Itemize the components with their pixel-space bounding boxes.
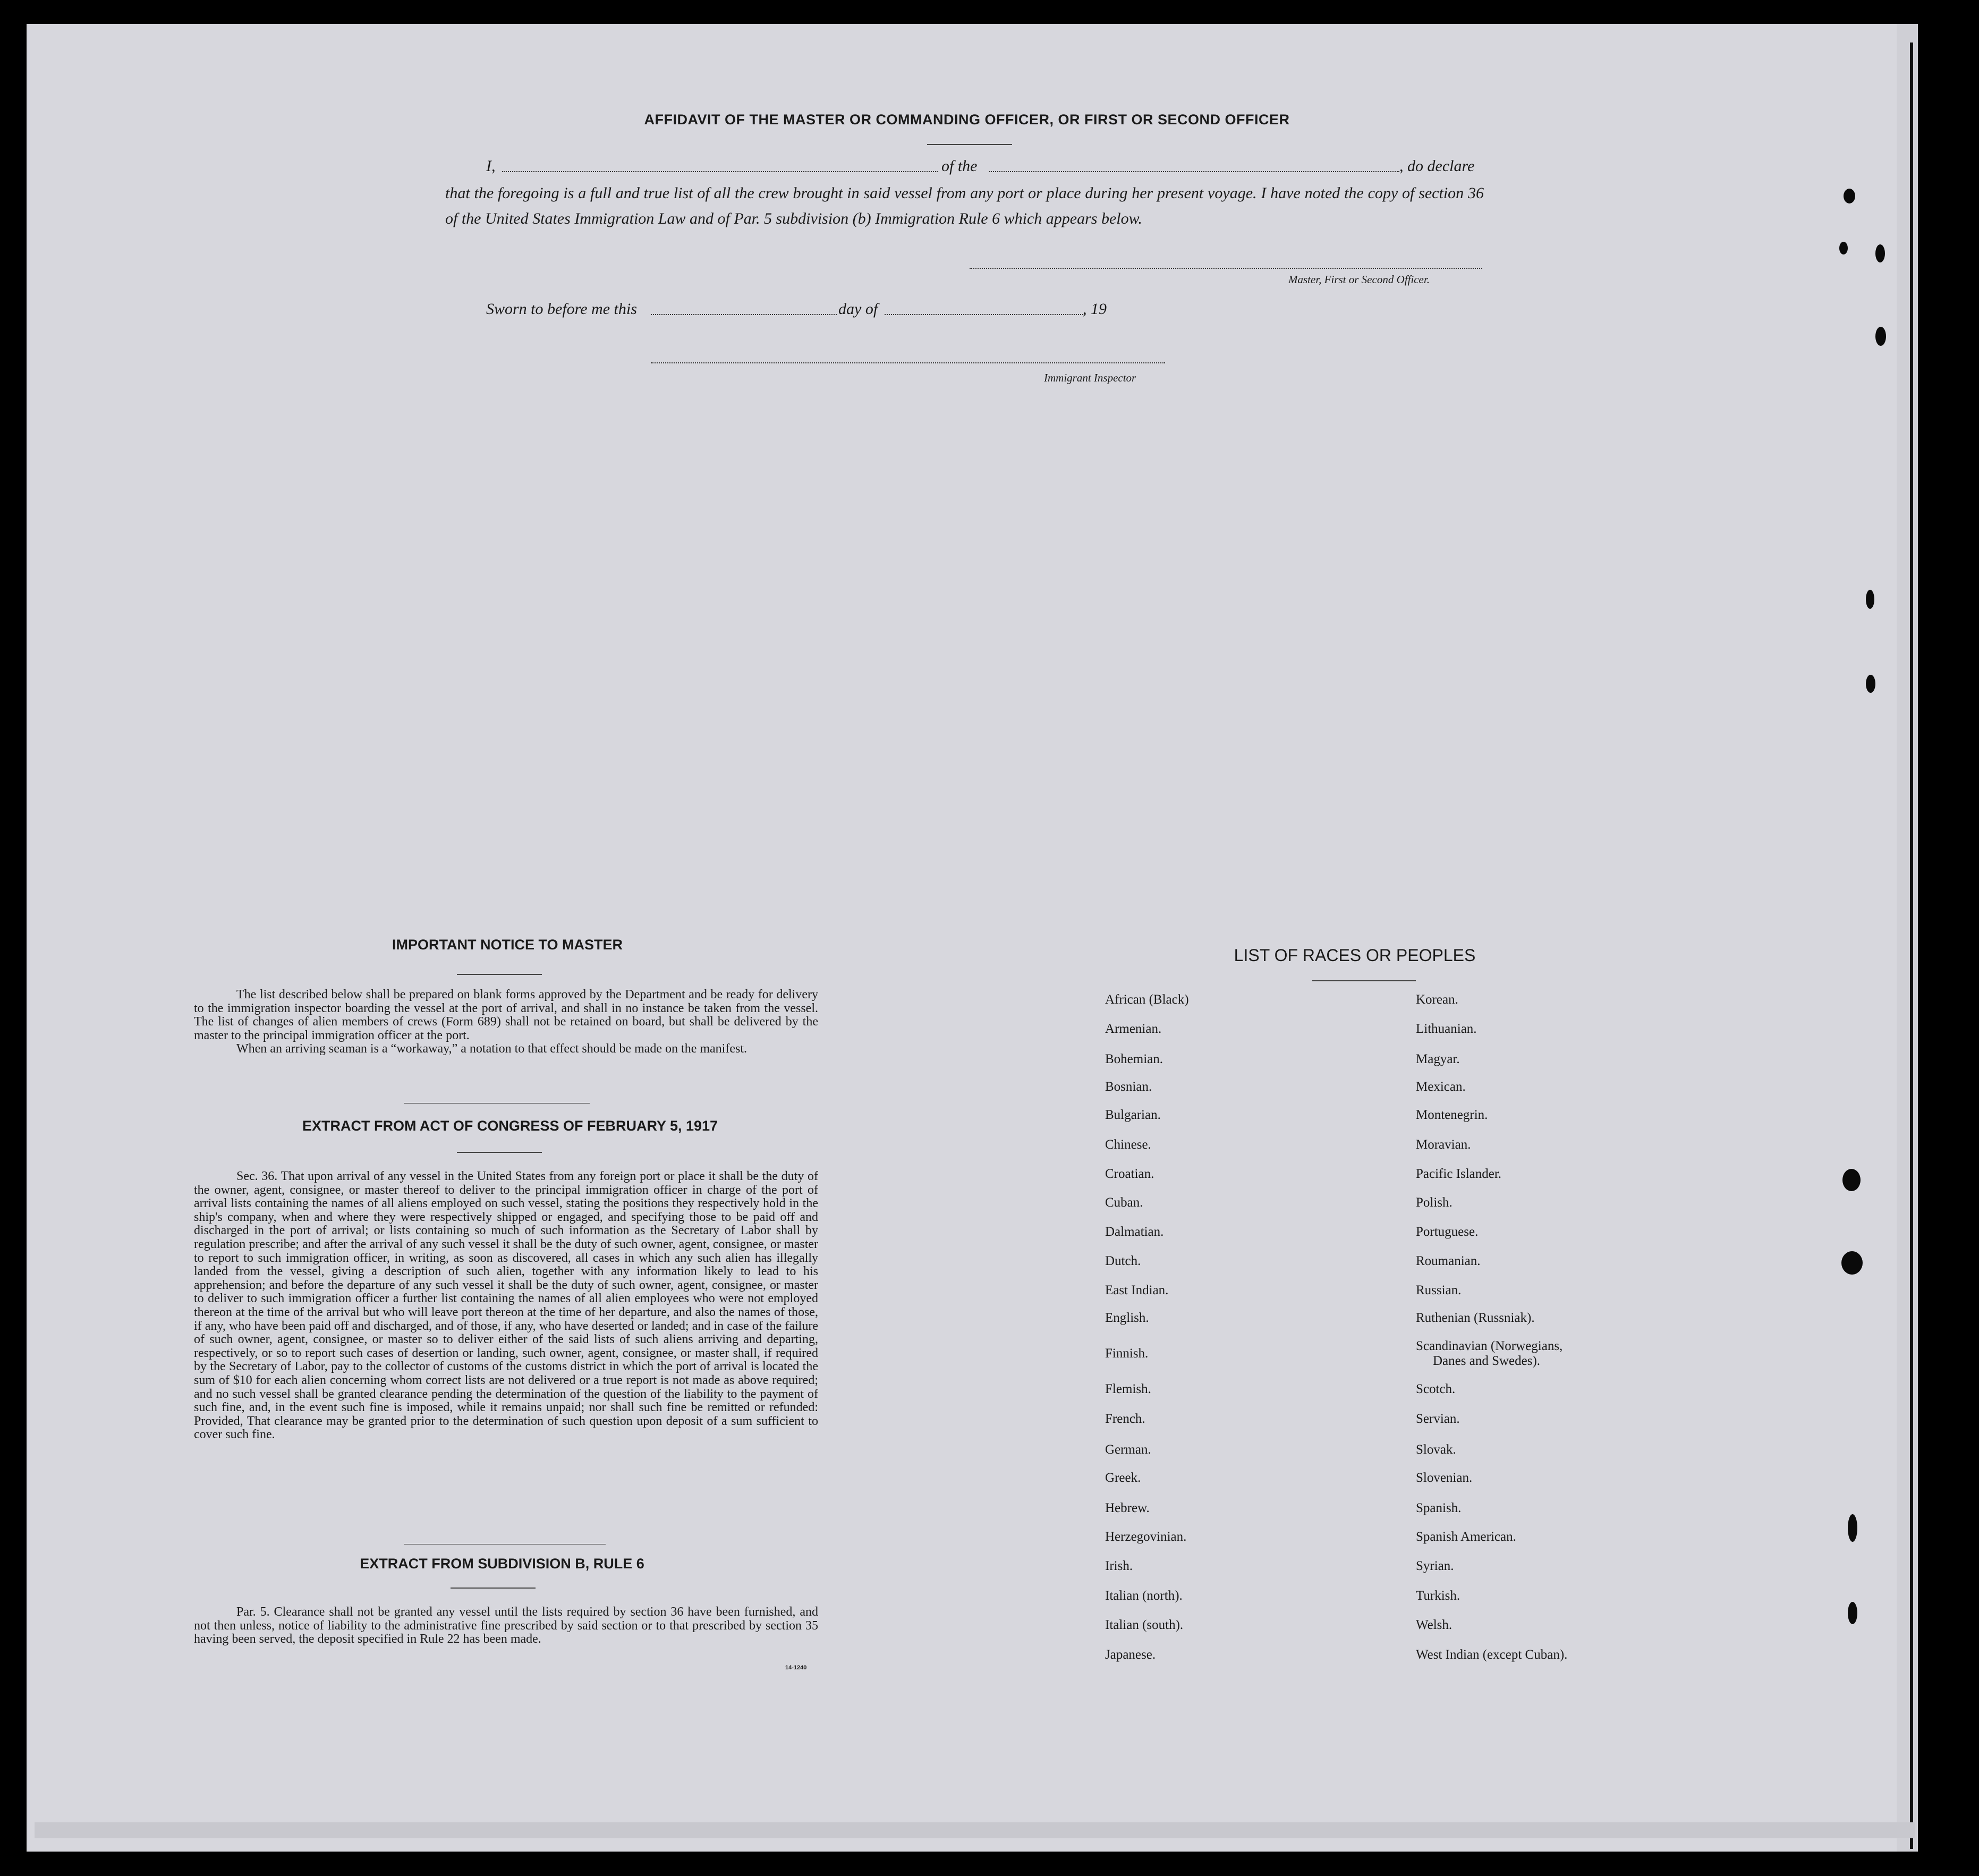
race-entry: East Indian. bbox=[1105, 1283, 1169, 1297]
race-entry: Cuban. bbox=[1105, 1195, 1143, 1210]
race-entry: West Indian (except Cuban). bbox=[1416, 1648, 1568, 1662]
race-entry: Ruthenian (Russniak). bbox=[1416, 1311, 1535, 1325]
race-entry: Dutch. bbox=[1105, 1254, 1141, 1268]
form-code: 14-1240 bbox=[785, 1665, 807, 1671]
race-entry: Herzegovinian. bbox=[1105, 1530, 1187, 1544]
affidavit-statement: that the foregoing is a full and true list of all the crew brought in said vessel from any port or place during her present voyage. I have noted the copy of section 36 of the United States Immigration Law and of Par. 5 subdivision (b) Immigration Rule 6 which appears below. bbox=[445, 184, 1484, 227]
race-entry: Japanese. bbox=[1105, 1648, 1156, 1662]
race-entry: Croatian. bbox=[1105, 1167, 1154, 1181]
race-entry: Lithuanian. bbox=[1416, 1022, 1477, 1036]
race-entry: Hebrew. bbox=[1105, 1501, 1150, 1515]
binder-hole bbox=[1841, 1251, 1863, 1275]
sworn-day-field[interactable] bbox=[651, 305, 837, 315]
race-entry: French. bbox=[1105, 1412, 1145, 1426]
act-extract-body bbox=[194, 1170, 818, 1442]
race-entry: Armenian. bbox=[1105, 1022, 1162, 1036]
race-entry: Mexican. bbox=[1416, 1080, 1466, 1094]
divider bbox=[457, 974, 542, 975]
race-entry: Pacific Islander. bbox=[1416, 1167, 1502, 1181]
declare-label: , do declare bbox=[1399, 157, 1475, 175]
master-signature-label: Master, First or Second Officer. bbox=[1288, 273, 1430, 286]
race-entry: Slovak. bbox=[1416, 1442, 1456, 1457]
binder-hole bbox=[1866, 675, 1875, 693]
vessel-name-field[interactable] bbox=[989, 162, 1399, 172]
race-entry: Moravian. bbox=[1416, 1138, 1471, 1152]
notice-body bbox=[194, 988, 818, 1056]
day-of-label: day of bbox=[838, 300, 878, 318]
race-entry: Syrian. bbox=[1416, 1559, 1454, 1573]
race-entry-continuation: Danes and Swedes). bbox=[1433, 1354, 1541, 1368]
race-entry: Russian. bbox=[1416, 1283, 1462, 1297]
race-entry: Finnish. bbox=[1105, 1346, 1149, 1361]
race-entry: Scandinavian (Norwegians, bbox=[1416, 1339, 1563, 1353]
race-entry: African (Black) bbox=[1105, 992, 1189, 1007]
binder-hole bbox=[1842, 1169, 1861, 1191]
binder-hole bbox=[1839, 242, 1848, 254]
rule-extract-body bbox=[194, 1606, 818, 1646]
race-entry: Bosnian. bbox=[1105, 1080, 1152, 1094]
race-entry: Bohemian. bbox=[1105, 1052, 1163, 1066]
race-entry: Montenegrin. bbox=[1416, 1108, 1488, 1122]
binder-hole bbox=[1875, 327, 1886, 346]
divider bbox=[451, 1588, 536, 1589]
races-title: LIST OF RACES OR PEOPLES bbox=[1234, 946, 1476, 965]
divider bbox=[457, 1152, 542, 1153]
rule-extract-title: EXTRACT FROM SUBDIVISION B, RULE 6 bbox=[360, 1556, 644, 1572]
race-entry: Korean. bbox=[1416, 992, 1458, 1007]
act-extract-title: EXTRACT FROM ACT OF CONGRESS OF FEBRUARY 5, 1917 bbox=[302, 1118, 718, 1134]
sworn-label: Sworn to before me this bbox=[486, 300, 637, 318]
binder-hole bbox=[1848, 1602, 1857, 1624]
race-entry: English. bbox=[1105, 1311, 1149, 1325]
notice-title: IMPORTANT NOTICE TO MASTER bbox=[392, 937, 623, 953]
race-entry: Italian (south). bbox=[1105, 1618, 1184, 1632]
act-section-36: Sec. 36. That upon arrival of any vessel in the United States from any foreign port or place it shall be the duty of the owner, agent, consignee, or master thereof to deliver to the principal immigration officer in charge of the port of arrival lists containing the names of all aliens employed on such vessel, stating the positions they respectively hold in the ship's company, when and where they were respectively shipped or engaged, and specifying those to be paid off and discharged in the port of arrival; or lists containing so much of such information as the Secretary of Labor shall by regulation prescribe; and after the arrival of any such vessel it shall be the duty of such owner, agent, consignee, or master to report to such immigration officer, in writing, as soon as discovered, all cases in which any such alien has illegally landed from the vessel, giving a description of such alien, together with any information likely to lead to his apprehension; and before the departure of any such vessel it shall be the duty of such owner, agent, consignee, or master to deliver to such immigration officer a further list containing the names of all alien employees who were not employed thereon at the time of the arrival but who will leave port thereon at the time of her departure, and also the names of those, if any, who have been paid off and discharged, and of those, if any, who have deserted or landed; and in case of the failure of such owner, agent, consignee, or master so to deliver either of the said lists of such aliens arriving and departing, respectively, or so to report such cases of desertion or landing, such owner, agent, consignee, or master shall, if required by the Secretary of Labor, pay to the collector of customs of the customs district in which the port of arrival is located the sum of $10 for each alien concerning whom correct lists are not delivered or a true report is not made as above required; and no such vessel shall be granted clearance pending the determination of the question of the liability to the payment of such fine, and, in the event such fine is imposed, while it remains unpaid; nor shall such fine be remitted or refunded: Provided, That clearance may be granted prior to the determination of such question upon deposit of a sum sufficient to cover such fine. bbox=[194, 1169, 818, 1442]
notice-paragraph: When an arriving seaman is a “workaway,” a notation to that effect should be made on the manifest. bbox=[236, 1042, 747, 1056]
race-entry: Welsh. bbox=[1416, 1618, 1453, 1632]
race-entry: Portuguese. bbox=[1416, 1225, 1479, 1239]
notice-paragraph: The list described below shall be prepared on blank forms approved by the Department and be ready for delivery to the immigration inspector boarding the vessel at the port of arrival, and shall in no instance be taken from the vessel. The list of changes of alien members of crews (Form 689) shall not be retained on board, but shall be delivered by the master to the principal immigration officer at the port. bbox=[194, 988, 818, 1042]
race-entry: Scotch. bbox=[1416, 1382, 1456, 1396]
race-entry: Roumanian. bbox=[1416, 1254, 1481, 1268]
race-entry: Magyar. bbox=[1416, 1052, 1460, 1066]
document-sheet bbox=[27, 24, 1913, 1852]
binder-hole bbox=[1866, 590, 1874, 609]
race-entry: Bulgarian. bbox=[1105, 1108, 1161, 1122]
race-entry: Polish. bbox=[1416, 1195, 1453, 1210]
binder-hole bbox=[1844, 189, 1855, 203]
inspector-signature-field[interactable] bbox=[651, 355, 1165, 363]
affiant-name-field[interactable] bbox=[502, 162, 938, 172]
race-entry: Italian (north). bbox=[1105, 1589, 1183, 1603]
race-entry: Chinese. bbox=[1105, 1138, 1151, 1152]
race-entry: Dalmatian. bbox=[1105, 1225, 1164, 1239]
race-entry: Irish. bbox=[1105, 1559, 1133, 1573]
rule-paragraph-5: Par. 5. Clearance shall not be granted any vessel until the lists required by section 36 have been furnished, and not then unless, notice of liability to the administrative fine prescribed by said section or to that prescribed by section 35 having been served, the deposit specified in Rule 22 has been made. bbox=[194, 1605, 818, 1646]
year-label: , 19 bbox=[1083, 300, 1107, 318]
affidavit-title: AFFIDAVIT OF THE MASTER OR COMMANDING OFFICER, OR FIRST OR SECOND OFFICER bbox=[644, 112, 1290, 128]
race-entry: Spanish. bbox=[1416, 1501, 1462, 1515]
inspector-label: Immigrant Inspector bbox=[1044, 371, 1136, 384]
sheet-bottom-edge bbox=[35, 1822, 1915, 1838]
divider bbox=[1312, 980, 1416, 981]
race-entry: Servian. bbox=[1416, 1412, 1460, 1426]
race-entry: Spanish American. bbox=[1416, 1530, 1516, 1544]
race-entry: Turkish. bbox=[1416, 1589, 1460, 1603]
sheet-right-border bbox=[1910, 43, 1913, 1849]
race-entry: Greek. bbox=[1105, 1471, 1141, 1485]
race-entry: Slovenian. bbox=[1416, 1471, 1473, 1485]
master-signature-field[interactable] bbox=[970, 260, 1482, 269]
vessel-label: of the bbox=[941, 157, 978, 175]
sheet-right-edge bbox=[1897, 24, 1918, 1852]
race-entry: Flemish. bbox=[1105, 1382, 1151, 1396]
sworn-month-field[interactable] bbox=[885, 305, 1085, 315]
affiant-label: I, bbox=[486, 157, 496, 175]
binder-hole bbox=[1875, 244, 1885, 262]
binder-hole bbox=[1848, 1514, 1857, 1542]
divider bbox=[927, 144, 1012, 145]
race-entry: German. bbox=[1105, 1442, 1151, 1457]
